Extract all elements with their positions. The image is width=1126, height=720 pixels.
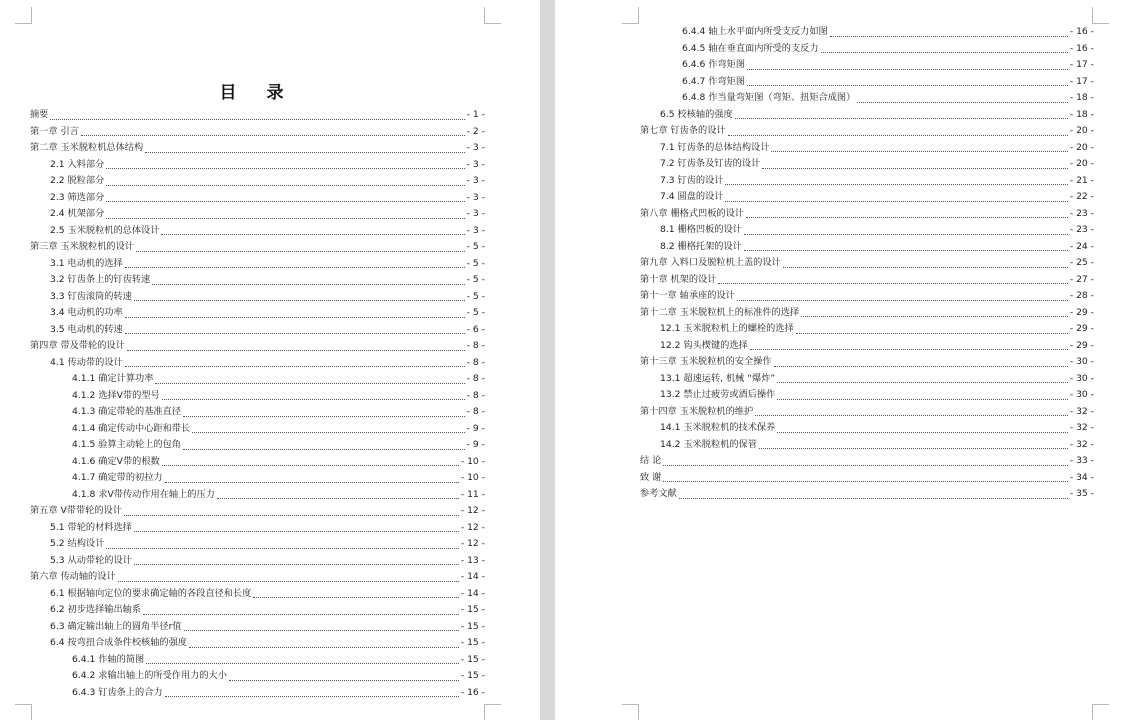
crop-mark	[622, 704, 639, 720]
toc-entry[interactable]	[30, 652, 485, 669]
toc-entry-text: 5.3 从动带轮的设计	[50, 554, 132, 566]
toc-entry-text: 第十一章 轴承座的设计	[640, 290, 735, 301]
toc-leader-dots	[718, 283, 1067, 284]
toc-entry-page: - 34 -	[1069, 471, 1094, 483]
toc-entry-page: - 2 -	[466, 125, 485, 137]
toc-entry-page: - 29 -	[1069, 339, 1094, 351]
toc-entry-text: 6.4.6 作弯矩图	[682, 59, 746, 70]
toc-entry-text: 第三章 玉米脱粒机的设计	[30, 241, 134, 252]
toc-leader-dots	[125, 366, 465, 367]
toc-entry-text: 4.1.2 选择V带的型号	[72, 389, 160, 401]
crop-mark	[484, 704, 501, 720]
toc-entry-page: - 16 -	[1069, 42, 1094, 54]
toc-leader-dots	[857, 102, 1068, 103]
toc-entry-text: 4.1 传动带的设计	[50, 356, 123, 368]
toc-entry-text: 第一章 引言	[30, 125, 79, 137]
toc-entry-text: 6.4.3 钉齿条上的合力	[72, 686, 163, 698]
toc-entry[interactable]	[30, 371, 485, 388]
toc-leader-dots	[165, 482, 459, 483]
toc-entry-page: - 5 -	[466, 290, 485, 302]
toc-entry-text: 12.1 玉米脱粒机上的螺栓的选择	[660, 323, 794, 334]
toc-entry[interactable]	[640, 371, 1094, 388]
toc-entry-page: - 30 -	[1069, 389, 1094, 400]
toc-entry-text: 13.2 禁止过疲劳或酒后操作	[660, 389, 776, 400]
toc-entry-page: - 6 -	[466, 323, 485, 335]
toc-entry[interactable]	[640, 173, 1094, 190]
toc-entry[interactable]	[30, 190, 485, 207]
toc-entry-page: - 8 -	[466, 356, 485, 368]
toc-leader-dots	[679, 498, 1068, 499]
toc-entry[interactable]	[30, 355, 485, 372]
toc-entry-text: 4.1.4 确定传动中心距和带长	[72, 422, 191, 434]
toc-entry-page: - 12 -	[460, 521, 485, 533]
toc-entry[interactable]	[30, 437, 485, 454]
toc-entry-page: - 14 -	[460, 571, 485, 582]
toc-entry[interactable]	[640, 57, 1094, 74]
toc-entry-page: - 27 -	[1069, 273, 1094, 285]
toc-entry-page: - 9 -	[466, 439, 485, 450]
toc-entry[interactable]	[30, 421, 485, 438]
toc-entry-page: - 29 -	[1069, 306, 1094, 318]
toc-entry-text: 6.5 校核轴的强度	[660, 108, 733, 120]
toc-leader-dots	[821, 52, 1068, 53]
toc-leader-dots	[106, 218, 464, 219]
toc-leader-dots	[830, 36, 1068, 37]
toc-entry[interactable]	[640, 90, 1094, 107]
toc-leader-dots	[747, 69, 1068, 70]
toc-entry-text: 3.4 电动机的功率	[50, 307, 123, 318]
toc-entry-text: 7.2 钉齿条及钉齿的设计	[660, 158, 761, 169]
toc-entry-text: 8.2 栅格托架的设计	[660, 240, 742, 252]
toc-entry-text: 2.1 入料部分	[50, 158, 105, 170]
toc-leader-dots	[165, 696, 459, 697]
toc-entry[interactable]	[30, 635, 485, 652]
toc-entry-text: 第十二章 玉米脱粒机上的标准件的选择	[640, 306, 800, 318]
toc-leader-dots	[737, 300, 1068, 301]
toc-entry[interactable]	[640, 404, 1094, 421]
toc-entry-text: 2.3 筛选部分	[50, 191, 105, 203]
toc-leader-dots	[777, 432, 1068, 433]
toc-entry[interactable]	[640, 123, 1094, 140]
page-gutter	[540, 0, 555, 720]
toc-entry[interactable]	[30, 223, 485, 240]
toc-entry-page: - 11 -	[460, 488, 485, 500]
toc-entry-text: 6.4 按弯扭合成条件校核轴的强度	[50, 637, 187, 648]
toc-entry[interactable]	[640, 206, 1094, 223]
toc-leader-dots	[755, 415, 1068, 416]
toc-leader-dots	[744, 234, 1068, 235]
toc-entry-text: 6.4.4 轴上水平面内所受支反力如图	[682, 26, 828, 37]
toc-entry[interactable]	[640, 387, 1094, 404]
toc-entry-page: - 15 -	[460, 604, 485, 615]
toc-leader-dots	[125, 317, 465, 318]
crop-mark	[15, 704, 32, 720]
toc-entry-page: - 20 -	[1069, 158, 1094, 169]
toc-entry[interactable]	[640, 107, 1094, 124]
toc-entry-page: - 15 -	[460, 620, 485, 632]
toc-entry-page: - 5 -	[466, 241, 485, 252]
toc-leader-dots	[127, 350, 465, 351]
toc-entry[interactable]	[30, 338, 485, 355]
toc-leader-dots	[774, 366, 1068, 367]
toc-leader-dots	[725, 184, 1067, 185]
toc-entry-page: - 8 -	[466, 406, 485, 417]
toc-leader-dots	[143, 614, 459, 615]
toc-entry[interactable]	[640, 437, 1094, 454]
toc-entry-text: 3.5 电动机的转速	[50, 323, 123, 335]
toc-entry[interactable]	[30, 272, 485, 289]
toc-entry-page: - 1 -	[466, 109, 485, 120]
toc-entry-page: - 3 -	[466, 191, 485, 203]
toc-entry-page: - 15 -	[460, 637, 485, 648]
toc-entry-text: 14.1 玉米脱粒机的技术保养	[660, 422, 776, 433]
toc-entry-page: - 18 -	[1069, 108, 1094, 120]
toc-entry-text: 第九章 入料口及脱粒机上盖的设计	[640, 257, 781, 268]
toc-entry-text: 第十章 机架的设计	[640, 273, 717, 285]
toc-entry[interactable]	[30, 487, 485, 504]
toc-leader-dots	[81, 135, 465, 136]
toc-leader-dots	[146, 663, 459, 664]
toc-entry-text: 6.4.8 作当量弯矩图（弯矩、扭矩合成图）	[682, 92, 856, 103]
toc-entry-text: 7.1 钉齿条的总体结构设计	[660, 141, 770, 153]
toc-entry[interactable]	[30, 569, 485, 586]
toc-entry[interactable]	[30, 503, 485, 520]
toc-entry-page: - 24 -	[1069, 240, 1094, 252]
toc-leader-dots	[136, 251, 465, 252]
crop-mark	[1092, 7, 1109, 24]
toc-leader-dots	[796, 333, 1068, 334]
toc-entry[interactable]	[30, 124, 485, 141]
toc-entry-page: - 17 -	[1069, 75, 1094, 87]
toc-entry[interactable]	[30, 305, 485, 322]
toc-entry[interactable]	[30, 157, 485, 174]
toc-entry-text: 6.4.1 作轴的简图	[72, 653, 145, 665]
toc-entry-text: 第七章 钉齿条的设计	[640, 125, 726, 136]
toc-entry-text: 第十四章 玉米脱粒机的维护	[640, 405, 754, 417]
toc-entry-page: - 5 -	[466, 307, 485, 318]
toc-entry-text: 8.1 栅格凹板的设计	[660, 224, 742, 235]
toc-entry[interactable]	[640, 272, 1094, 289]
toc-entry-text: 致 谢	[640, 471, 662, 483]
toc-leader-dots	[762, 168, 1068, 169]
toc-entry[interactable]	[640, 255, 1094, 272]
toc-entry-text: 结 论	[640, 455, 662, 466]
toc-entry-page: - 15 -	[460, 670, 485, 681]
toc-entry[interactable]	[640, 288, 1094, 305]
toc-entry-page: - 22 -	[1069, 191, 1094, 202]
toc-entry-text: 6.1 根据轴向定位的要求确定轴的各段直径和长度	[50, 587, 252, 599]
toc-leader-dots	[192, 432, 464, 433]
toc-entry[interactable]	[640, 189, 1094, 206]
toc-entry-page: - 3 -	[466, 224, 485, 236]
toc-entry-text: 13.1 超速运转, 机械 “爆炸”	[660, 372, 776, 384]
toc-entry-text: 4.1.6 确定V带的根数	[72, 455, 160, 467]
toc-entry-text: 6.3 确定输出轴上的圆角半径r值	[50, 620, 182, 632]
toc-leader-dots	[183, 416, 465, 417]
toc-entry[interactable]	[640, 24, 1094, 41]
toc-entry[interactable]	[640, 222, 1094, 239]
toc-entry-text: 4.1.1 确定计算功率	[72, 373, 154, 384]
toc-entry[interactable]	[30, 454, 485, 471]
toc-entry[interactable]	[30, 553, 485, 570]
toc-leader-dots	[184, 630, 459, 631]
toc-leader-dots	[106, 168, 464, 169]
toc-entry[interactable]	[640, 321, 1094, 338]
toc-entry-text: 第二章 玉米脱粒机总体结构	[30, 142, 144, 153]
toc-entry-page: - 13 -	[460, 554, 485, 566]
toc-leader-dots	[162, 465, 459, 466]
toc-entry-page: - 5 -	[466, 274, 485, 285]
toc-leader-dots	[145, 152, 465, 153]
toc-leader-dots	[134, 300, 465, 301]
toc-leader-dots	[124, 515, 459, 516]
toc-leader-dots	[155, 383, 464, 384]
toc-entry[interactable]	[640, 74, 1094, 91]
toc-entry-text: 7.3 钉齿的设计	[660, 174, 724, 186]
toc-list-left	[30, 107, 485, 701]
toc-entry-text: 2.2 脱粒部分	[50, 175, 105, 186]
toc-entry-page: - 12 -	[460, 505, 485, 516]
toc-entry-page: - 20 -	[1069, 141, 1094, 153]
toc-leader-dots	[728, 135, 1068, 136]
toc-entry[interactable]	[30, 602, 485, 619]
toc-entry[interactable]	[30, 404, 485, 421]
toc-entry-page: - 9 -	[466, 422, 485, 434]
toc-entry-page: - 28 -	[1069, 290, 1094, 301]
toc-leader-dots	[229, 680, 459, 681]
toc-entry[interactable]	[30, 536, 485, 553]
toc-entry-text: 6.2 初步选择输出轴系	[50, 604, 142, 615]
toc-entry-page: - 21 -	[1069, 174, 1094, 186]
toc-entry[interactable]	[30, 140, 485, 157]
toc-entry-text: 4.1.5 验算主动轮上的包角	[72, 439, 181, 450]
toc-entry[interactable]	[640, 156, 1094, 173]
toc-entry-text: 第五章 V带带轮的设计	[30, 505, 122, 516]
toc-leader-dots	[189, 647, 459, 648]
toc-entry[interactable]	[30, 470, 485, 487]
toc-entry[interactable]	[30, 520, 485, 537]
toc-entry-page: - 16 -	[460, 686, 485, 698]
toc-entry[interactable]	[640, 354, 1094, 371]
toc-leader-dots	[663, 465, 1068, 466]
toc-leader-dots	[771, 151, 1067, 152]
toc-leader-dots	[125, 267, 465, 268]
toc-leader-dots	[725, 201, 1067, 202]
toc-entry-text: 3.2 钉齿条上的钉齿转速	[50, 274, 151, 285]
toc-entry-page: - 18 -	[1069, 92, 1094, 103]
toc-title: 目 录	[219, 83, 296, 103]
toc-entry-page: - 8 -	[466, 389, 485, 401]
crop-mark	[622, 7, 639, 24]
toc-entry-text: 14.2 玉米脱粒机的保管	[660, 438, 757, 450]
toc-entry-text: 摘要	[30, 109, 49, 120]
toc-entry-text: 12.2 钩头楔键的选择	[660, 339, 748, 351]
crop-mark	[484, 7, 501, 24]
toc-entry-text: 2.4 机架部分	[50, 208, 105, 219]
toc-entry-page: - 32 -	[1069, 422, 1094, 433]
toc-entry-page: - 8 -	[466, 373, 485, 384]
toc-leader-dots	[106, 185, 464, 186]
toc-leader-dots	[759, 448, 1068, 449]
toc-entry[interactable]	[640, 486, 1094, 503]
toc-entry[interactable]	[640, 239, 1094, 256]
toc-entry[interactable]	[30, 685, 485, 702]
toc-entry-text: 参考文献	[640, 488, 677, 499]
toc-entry-text: 6.4.2 求输出轴上的所受作用力的大小	[72, 670, 227, 681]
toc-entry-text: 第十三章 玉米脱粒机的安全操作	[640, 356, 772, 367]
toc-entry[interactable]	[640, 470, 1094, 487]
toc-leader-dots	[134, 564, 459, 565]
toc-leader-dots	[746, 217, 1068, 218]
toc-entry-text: 2.5 玉米脱粒机的总体设计	[50, 224, 160, 236]
toc-entry-page: - 23 -	[1069, 207, 1094, 219]
toc-entry[interactable]	[30, 173, 485, 190]
toc-entry-text: 第四章 带及带轮的设计	[30, 340, 125, 351]
toc-entry-text: 4.1.7 确定带的初拉力	[72, 472, 163, 483]
toc-leader-dots	[253, 597, 459, 598]
toc-leader-dots	[183, 449, 465, 450]
toc-leader-dots	[744, 250, 1068, 251]
toc-entry-page: - 3 -	[466, 175, 485, 186]
toc-entry-text: 5.2 结构设计	[50, 538, 105, 549]
toc-entry-text: 3.3 钉齿滚筒的转速	[50, 290, 132, 302]
toc-entry[interactable]	[640, 41, 1094, 58]
toc-entry-page: - 30 -	[1069, 356, 1094, 367]
toc-entry-page: - 12 -	[460, 538, 485, 549]
toc-leader-dots	[106, 548, 459, 549]
toc-entry[interactable]	[30, 107, 485, 124]
toc-leader-dots	[106, 201, 464, 202]
toc-entry-text: 3.1 电动机的选择	[50, 257, 123, 269]
toc-leader-dots	[162, 399, 465, 400]
toc-entry-text: 4.1.3 确定带轮的基准直径	[72, 406, 181, 417]
toc-list-right	[640, 24, 1094, 503]
toc-entry[interactable]	[30, 289, 485, 306]
toc-entry[interactable]	[640, 140, 1094, 157]
toc-leader-dots	[801, 316, 1068, 317]
toc-entry-page: - 17 -	[1069, 59, 1094, 70]
toc-entry-page: - 3 -	[466, 208, 485, 219]
toc-entry-text: 第六章 传动轴的设计	[30, 571, 116, 582]
toc-leader-dots	[777, 382, 1068, 383]
toc-leader-dots	[750, 349, 1068, 350]
toc-entry-text: 6.4.7 作弯矩图	[682, 75, 746, 87]
toc-entry[interactable]	[30, 586, 485, 603]
toc-entry[interactable]	[30, 388, 485, 405]
crop-mark	[1092, 704, 1109, 720]
toc-entry-page: - 5 -	[466, 257, 485, 269]
toc-entry-page: - 32 -	[1069, 405, 1094, 417]
toc-leader-dots	[125, 333, 465, 334]
toc-leader-dots	[783, 267, 1068, 268]
toc-entry[interactable]	[30, 239, 485, 256]
crop-mark	[15, 7, 32, 24]
toc-leader-dots	[161, 234, 464, 235]
toc-entry[interactable]	[30, 322, 485, 339]
toc-leader-dots	[134, 531, 459, 532]
toc-leader-dots	[777, 399, 1068, 400]
toc-entry[interactable]	[30, 619, 485, 636]
toc-entry-text: 7.4 圆盘的设计	[660, 191, 724, 202]
toc-leader-dots	[118, 581, 459, 582]
toc-entry[interactable]	[640, 305, 1094, 322]
toc-entry-text: 第八章 栅格式凹板的设计	[640, 207, 744, 219]
toc-entry-page: - 3 -	[466, 158, 485, 170]
toc-leader-dots	[152, 284, 464, 285]
toc-entry[interactable]	[30, 668, 485, 685]
toc-entry-page: - 20 -	[1069, 125, 1094, 136]
toc-entry-page: - 23 -	[1069, 224, 1094, 235]
toc-entry[interactable]	[640, 420, 1094, 437]
toc-leader-dots	[747, 85, 1068, 86]
toc-entry-page: - 8 -	[466, 340, 485, 351]
toc-entry[interactable]	[30, 206, 485, 223]
toc-entry-page: - 25 -	[1069, 257, 1094, 268]
toc-leader-dots	[217, 498, 459, 499]
toc-entry-page: - 10 -	[460, 472, 485, 483]
toc-entry-text: 4.1.8 求V带传动作用在轴上的压力	[72, 488, 215, 500]
toc-leader-dots	[50, 119, 464, 120]
toc-entry-page: - 30 -	[1069, 372, 1094, 384]
toc-entry-page: - 14 -	[460, 587, 485, 599]
toc-leader-dots	[735, 118, 1068, 119]
toc-entry-page: - 35 -	[1069, 488, 1094, 499]
toc-entry-page: - 16 -	[1069, 26, 1094, 37]
toc-entry-page: - 33 -	[1069, 455, 1094, 466]
toc-entry-text: 6.4.5 轴在垂直面内所受的支反力	[682, 42, 819, 54]
toc-entry-text: 5.1 带轮的材料选择	[50, 521, 132, 533]
toc-leader-dots	[663, 481, 1068, 482]
toc-entry-page: - 32 -	[1069, 438, 1094, 450]
toc-entry[interactable]	[30, 256, 485, 273]
toc-entry[interactable]	[640, 338, 1094, 355]
toc-entry-page: - 10 -	[460, 455, 485, 467]
toc-entry-page: - 29 -	[1069, 323, 1094, 334]
toc-entry[interactable]	[640, 453, 1094, 470]
toc-entry-page: - 3 -	[466, 142, 485, 153]
toc-entry-page: - 15 -	[460, 653, 485, 665]
